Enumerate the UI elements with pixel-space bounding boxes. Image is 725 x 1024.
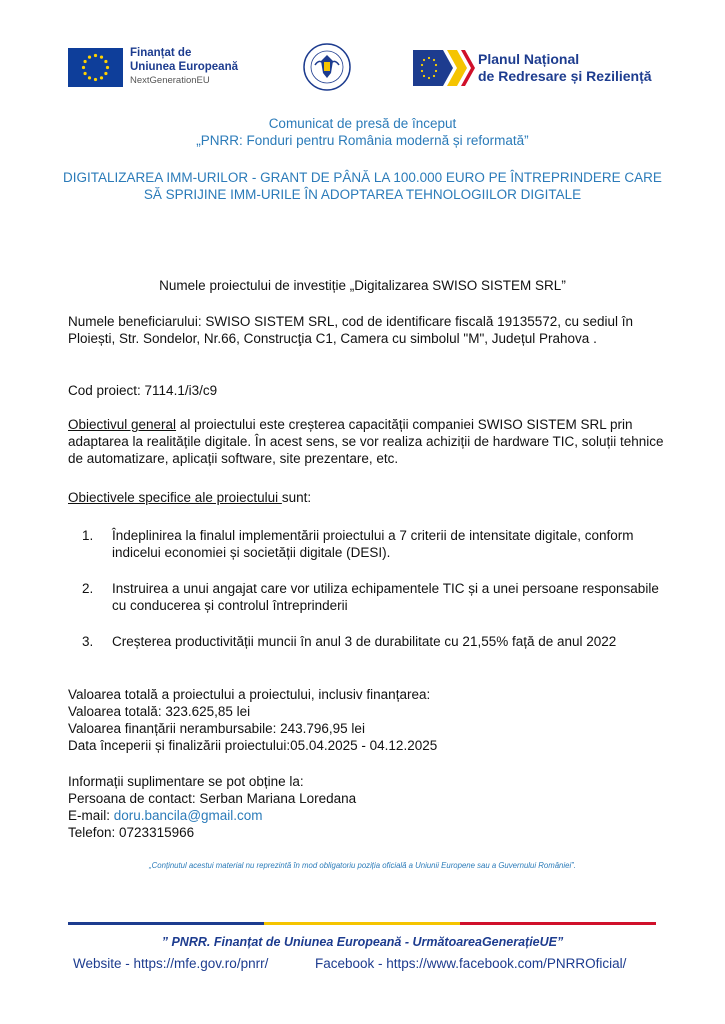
- list-item-number: 1.: [82, 528, 94, 543]
- pnrr-logo: [413, 50, 475, 86]
- eu-line3: NextGenerationEU: [130, 75, 210, 86]
- release-type: Comunicat de presă de început: [268, 116, 457, 131]
- eu-flag-logo: [68, 48, 123, 87]
- value-intro: Valoarea totală a proiectului a proiectului, inclusiv finanțarea:: [68, 687, 431, 702]
- project-values: [68, 686, 668, 754]
- eu-line1: Finanțat de: [130, 47, 192, 59]
- project-name: Numele proiectului de investiție „Digitalizarea SWISO SISTEM SRL”: [159, 278, 566, 293]
- list-item-number: 3.: [82, 634, 94, 649]
- specific-objectives-suffix: sunt:: [281, 490, 312, 505]
- specific-objectives-heading: [68, 489, 668, 506]
- contact-info: [68, 773, 668, 841]
- pnrr-line1: Planul Național: [478, 51, 580, 67]
- list-item-text: Instruirea a unui angajat care vor utiliza echipamentele TIC și a unei persoane responsabile cu conducerea și controlul întreprinderii: [112, 581, 659, 613]
- release-program: „PNRR: Fonduri pentru România modernă și reformată”: [196, 133, 529, 148]
- list-item-text: Creșterea productivității muncii în anul 3 de durabilitate cu 21,55% față de anul 2022: [112, 634, 617, 649]
- footer-divider-red: [460, 922, 656, 925]
- email-link[interactable]: doru.bancila@gmail.com: [113, 808, 263, 823]
- contact-phone: Telefon: 0723315966: [68, 825, 195, 840]
- contact-person: Persoana de contact: Serban Mariana Loredana: [68, 791, 357, 806]
- contact-email-row: [68, 807, 668, 824]
- project-code: Cod proiect: 7114.1/i3/c9: [68, 383, 218, 398]
- general-objective-label: Obiectivul general: [68, 417, 177, 432]
- list-item-number: 2.: [82, 581, 94, 596]
- footer-facebook-link[interactable]: Facebook - https://www.facebook.com/PNRROficial/: [315, 956, 627, 971]
- footer-divider-blue: [68, 922, 264, 925]
- project-dates: Data începerii și finalizării proiectului:05.04.2025 - 04.12.2025: [68, 738, 438, 753]
- government-seal-logo: [303, 43, 351, 91]
- release-subtitle: [0, 115, 725, 149]
- email-label: E-mail:: [68, 808, 114, 823]
- contact-intro: Informații suplimentare se pot obține la:: [68, 774, 304, 789]
- footer-website-link[interactable]: Website - https://mfe.gov.ro/pnrr/: [73, 956, 269, 971]
- list-item-text: Îndeplinirea la finalul implementării proiectului a 7 criterii de intensitate digitale, conform indicelui economiei și societății digitale (DESI).: [112, 528, 634, 560]
- eu-line2: Uniunea Europeană: [130, 61, 238, 73]
- beneficiary: Numele beneficiarului: SWISO SISTEM SRL, cod de identificare fiscală 19135572, cu sediul în Ploiești, Str. Sondelor, Nr.66, Construcţia C1, Camera cu simbolul "M", Județul Prahova .: [68, 314, 634, 346]
- disclaimer: „Conținutul acestui material nu reprezintă în mod obligatoriu poziția oficială a Uniunii Europene sau a Guvernului României”.: [149, 861, 576, 870]
- grant-value: Valoarea finanțării nerambursabile: 243.796,95 lei: [68, 721, 365, 736]
- pnrr-line2: de Redresare și Reziliență: [478, 68, 652, 84]
- general-objective: [68, 416, 668, 467]
- pnrr-title: [478, 51, 652, 85]
- specific-objectives-label: Obiectivele specifice ale proiectului: [68, 490, 282, 505]
- footer-divider: [68, 922, 656, 925]
- release-headline: DIGITALIZAREA IMM-URILOR - GRANT DE PÂNĂ LA 100.000 EURO PE ÎNTREPRINDERE CARE SĂ SPRIJINE IMM-URILE ÎN ADOPTAREA TEHNOLOGIILOR DIGITALE: [63, 170, 662, 202]
- total-value: Valoarea totală: 323.625,85 lei: [68, 704, 251, 719]
- footer-divider-yellow: [264, 922, 460, 925]
- eu-funding-label: [130, 46, 238, 88]
- footer-title: ” PNRR. Finanțat de Uniunea Europeană - UrmătoareaGenerațieUE”: [161, 935, 564, 949]
- general-objective-text: al proiectului este creșterea capacității companiei SWISO SISTEM SRL prin adaptarea la realitățile digitale. În acest sens, se vor realiza achiziții de hardware TIC, soluții tehnice de automatizare, aplicații software, site prezentare, etc.: [68, 417, 664, 466]
